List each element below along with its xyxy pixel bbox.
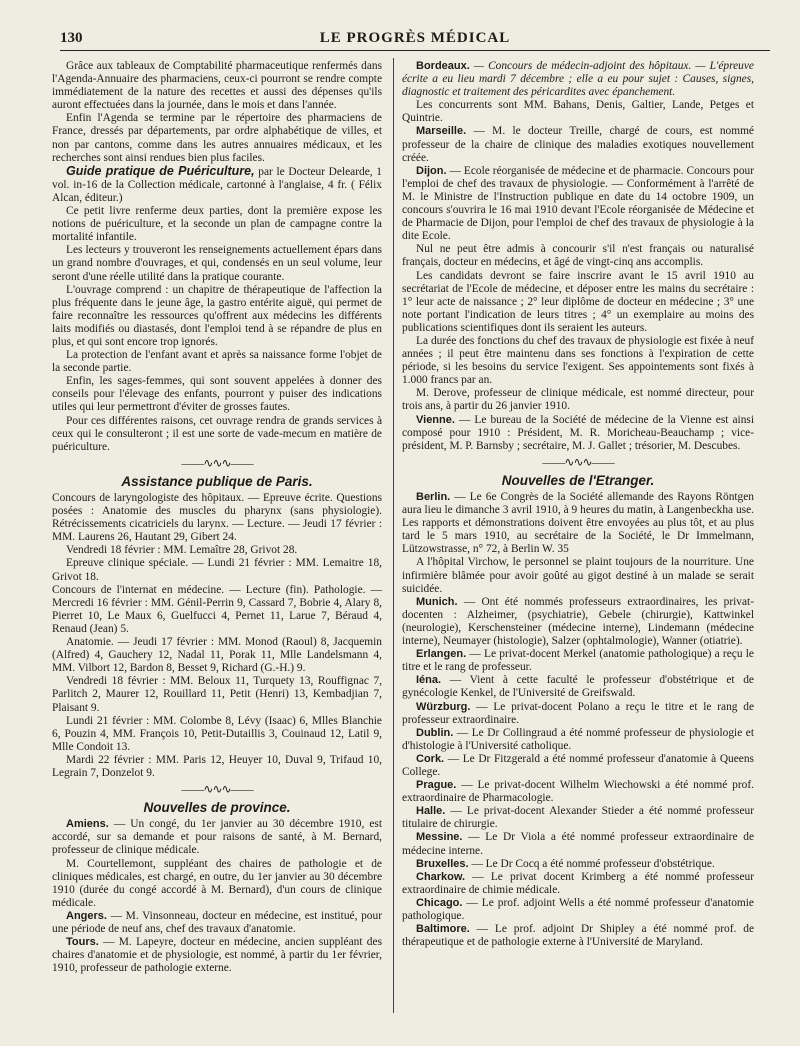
page-header <box>60 28 770 51</box>
column-divider <box>393 58 394 1013</box>
news-item: Munich. — Ont été nommés professeurs extraordinaires, les privat-docenten : Alzheimer, (psychiatrie), Gebele (chirurgie), Kattwinkel (neurologie), Kerschensteiner (médecine interne), Lindemann (médecine interne), Neumayer (histologie), Salzer (ophtalmologie), Wanner (otiatrie). <box>402 595 754 648</box>
guide-title: Guide pratique de Puériculture, <box>66 163 255 178</box>
paragraph: Enfin l'Agenda se termine par le répertoire des pharmaciens de France, dressés par départements, par ordre alphabétique de villes, et non par cantons, comme dans les autres annuaires médicaux, et les recherches sont ainsi rendues bien plus faciles. <box>52 112 382 164</box>
paragraph: A l'hôpital Virchow, le personnel se plaint toujours de la nourriture. Une infirmière blâmée pour avoir goûté au gigot destiné à un malade se serait suicidée. <box>402 556 754 595</box>
news-item: Halle. — Le privat-docent Alexander Stieder a été nommé professeur titulaire de chirurgie. <box>402 805 754 831</box>
news-item: Bruxelles. — Le Dr Cocq a été nommé professeur d'obstétrique. <box>416 857 715 870</box>
ornament-divider: ——∿∿∿—— <box>542 454 614 469</box>
ornament-divider: ——∿∿∿—— <box>181 455 253 470</box>
section-heading-etranger: Nouvelles de l'Etranger. <box>501 472 655 488</box>
paragraph: Les lecteurs y trouveront les renseignements actuellement épars dans un grand nombre d'ouvrages, et qui, condensés en un seul volume, leur seront d'une réelle utilité dans la pratique courante. <box>52 244 382 283</box>
paragraph: Vendredi 18 février : MM. Beloux 11, Turquety 13, Rouffignac 7, Parlitch 2, Maurer 12, Rouillard 11, Petit (Henri) 13, Kembadjian 7, Plaisant 9. <box>52 675 382 714</box>
paragraph: M. Courtellemont, suppléant des chaires de pathologie et de cliniques médicales, est chargé, en outre, du 1er janvier au 30 décembre 1910 (durée du congé accordé à M. Bernard), d'un cours de clinique médicale. <box>52 857 382 909</box>
news-item: Baltimore. — Le prof. adjoint Dr Shipley a été nommé prof. de thérapeutique et de pathologie externe à l'Université de Maryland. <box>402 923 754 949</box>
news-item: Tours. — M. Lapeyre, docteur en médecine, ancien suppléant des chaires d'anatomie et de physiologie, est nommé, à partir du 1er février, 1910, professeur de pathologie externe. <box>52 936 382 975</box>
news-item: Messine. — Le Dr Viola a été nommé professeur extraordinaire de médecine interne. <box>402 831 754 857</box>
paragraph: Enfin, les sages-femmes, qui sont souvent appelées à donner des conseils pour l'élevage des enfants, pourront y puiser des indications utiles qui leur permettront d'éviter de grosses fautes. <box>52 375 382 414</box>
news-item: Dijon. — Ecole réorganisée de médecine et de pharmacie. Concours pour l'emploi de chef des travaux de physiologie. — Conformément à l'arrêté de M. le Ministre de l'Instruction publique en date du 14 octobre 1909, un concours s'ouvrira le 16 mai 1910 devant l'Ecole réorganisée de Médecine et de Pharmacie de Dijon, pour l'emploi de chef des travaux de physiologie à la dite Ecole. <box>402 164 754 243</box>
paragraph: Mardi 22 février : MM. Paris 12, Heuyer 10, Duval 9, Trifaud 10, Legrain 7, Donzelot 9. <box>52 753 382 779</box>
paragraph: Vendredi 18 février : MM. Lemaître 28, Grivot 28. <box>66 544 298 557</box>
news-item: Marseille. — M. le docteur Treille, chargé de cours, est nommé professeur de la chaire de clinique des maladies exotiques nouvellement créée. <box>402 125 754 164</box>
news-item: Erlangen. — Le privat-docent Merkel (anatomie pathologique) a reçu le titre et le rang de professeur. <box>402 648 754 674</box>
ornament-divider: ——∿∿∿—— <box>181 782 253 797</box>
journal-title: LE PROGRÈS MÉDICAL <box>319 30 511 46</box>
paragraph: Les concurrents sont MM. Bahans, Denis, Galtier, Lande, Petges et Quintrie. <box>402 99 754 125</box>
news-item: Würzburg. — Le privat-docent Polano a reçu le titre et le rang de professeur extraordinaire. <box>402 700 754 726</box>
left-column <box>52 60 382 975</box>
news-item: Angers. — M. Vinsonneau, docteur en médecine, est institué, pour une période de neuf ans, chef des travaux d'anatomie. <box>52 909 382 935</box>
news-item: Berlin. — Le 6e Congrès de la Société allemande des Rayons Röntgen aura lieu le dimanche 3 avril 1910, à 9 heures du matin, à Langenbeckha use. Les rapports et démonstrations doivent être envoyées au plus tôt, et au plus tard le 5 mars 1910, au secrétaire de la Société, le Dr Immelmann, Lützowstrasse, n° 72, à Berlin W. 35 <box>402 491 754 556</box>
news-item: Cork. — Le Dr Fitzgerald a été nommé professeur d'anatomie à Queens College. <box>402 752 754 778</box>
paragraph: Lundi 21 février : MM. Colombe 8, Lévy (Isaac) 6, Mlles Blanchie 6, Pouzin 4, MM. François 10, Petit-Dutaillis 3, Couinaud 12, Latil 9, Mlle Condoit 13. <box>52 714 382 753</box>
paragraph: Anatomie. — Jeudi 17 février : MM. Monod (Raoul) 8, Jacquemin (Alfred) 4, Gauchery 12, Nadal 11, Porak 11, Mlle Landelsmann 4, MM. Vilbort 12, Bardon 8, Besset 9, Richard (G.-H.) 9. <box>52 636 382 675</box>
paragraph: Ce petit livre renferme deux parties, dont la première expose les notions de puériculture, et la seconde un plan de campagne contre la mortalité infantile. <box>52 205 382 244</box>
paragraph: Concours de l'internat en médecine. — Lecture (fin). Pathologie. — Mercredi 16 février : MM. Génil-Perrin 9, Cassard 7, Bobrie 4, Alary 8, Pierret 10, Le Maux 6, Guelfucci 4, Pernet 11, Larue 7, Béraud 4, Renaud (Jean) 5. <box>52 583 382 635</box>
right-column <box>402 60 754 949</box>
page-number: 130 <box>60 30 83 46</box>
paragraph: La durée des fonctions du chef des travaux de physiologie est fixée à neuf années ; il peut être maintenu dans ses fonctions à l'expiration de cette période, si les besoins du service l'exigent. Ses appointements sont fixés à 1.000 francs par an. <box>402 334 754 387</box>
news-item: Prague. — Le privat-docent Wilhelm Wiechowski a été nommé prof. extraordinaire de Pharmacologie. <box>402 779 754 805</box>
news-item: Vienne. — Le bureau de la Société de médecine de la Vienne est ainsi composé pour 1910 : Président, M. R. Moricheau-Beauchamp ; vice-président, M. P. Barnsby ; secrétaire, M. J. Gallet ; trésorier, M. Descubes. <box>402 413 754 452</box>
section-heading-province: Nouvelles de province. <box>143 800 291 816</box>
news-item: Dublin. — Le Dr Collingraud a été nommé professeur de physiologie et d'histologie à l'Université catholique. <box>402 726 754 752</box>
section-heading-assistance: Assistance publique de Paris. <box>121 473 313 489</box>
paragraph: Pour ces différentes raisons, cet ouvrage rendra de grands services à ceux qui le consulteront ; il est une sorte de vade-mecum en matière de puériculture. <box>52 414 382 453</box>
paragraph: Epreuve clinique spéciale. — Lundi 21 février : MM. Lemaitre 18, Grivot 18. <box>52 557 382 583</box>
news-item: Amiens. — Un congé, du 1er janvier au 30 décembre 1910, est accordé, sur sa demande et pour raisons de santé, à M. Bernard, professeur de clinique médicale. <box>52 818 382 857</box>
paragraph: Les candidats devront se faire inscrire avant le 15 avril 1910 au secrétariat de l'Ecole de médecine, et déposer entre les mains du secrétaire : 1° leur acte de naissance ; 2° leur diplôme de docteur en médecine ; 3° une note portant l'indication de leurs titres ; 4° un exemplaire au moins des publications scientifiques dont ils seraient les auteurs. <box>402 269 754 334</box>
guide-notice: Guide pratique de Puériculture, par le Docteur Delearde, 1 vol. in-16 de la Collection médicale, cartonné à l'anglaise, 4 fr. ( Félix Alcan, éditeur.) <box>52 163 382 204</box>
paragraph: L'ouvrage comprend : un chapitre de thérapeutique de l'affection la plus fréquente dans le jeune âge, la gastro entérite aiguë, qui permet de faire reconnaître les ressources qu'offrent aux médecins les différents laits modifiés ou diastasés, dont l'emploi tend à se répandre de plus en plus, et qui sont encore trop ignorés. <box>52 283 382 348</box>
paragraph: Nul ne peut être admis à concourir s'il n'est français ou naturalisé français, docteur en médecins, et âgé de vingt-cinq ans accomplis. <box>402 243 754 269</box>
paragraph: Concours de laryngologiste des hôpitaux. — Epreuve écrite. Questions posées : Anatomie des muscles du pharynx (sans physiologie). Rétrécissements cicatriciels du larynx. — Lecture. — Jeudi 17 février : MM. Laurens 26, Hautant 29, Gibert 24. <box>52 492 382 544</box>
news-item: Chicago. — Le prof. adjoint Wells a été nommé professeur d'anatomie pathologique. <box>402 896 754 922</box>
paragraph: M. Derove, professeur de clinique médicale, est nommé directeur, pour trois ans, à partir du 26 janvier 1910. <box>402 387 754 413</box>
news-item: Iéna. — Vient à cette faculté le professeur d'obstétrique et de gynécologie Kenkel, de l'Université de Greifswald. <box>402 674 754 700</box>
news-item: Charkow. — Le privat docent Krimberg a été nommé professeur extraordinaire de chimie médicale. <box>402 870 754 896</box>
paragraph: Grâce aux tableaux de Comptabilité pharmaceutique renfermés dans l'Agenda-Annuaire des pharmaciens, ceux-ci pourront se rendre compte immédiatement de la nature des recettes et aussi des dépenses qu'ils auront effectuées dans la journée, dans le mois et dans l'année. <box>52 60 382 112</box>
paragraph: La protection de l'enfant avant et après sa naissance forme l'objet de la seconde partie. <box>52 349 382 375</box>
news-item: Bordeaux. — Concours de médecin-adjoint des hôpitaux. — L'épreuve écrite a eu lieu mardi 7 décembre ; elle a eu pour sujet : Causes, signes, diagnostic et traitement des péricardites avec épanchement. <box>402 60 754 99</box>
